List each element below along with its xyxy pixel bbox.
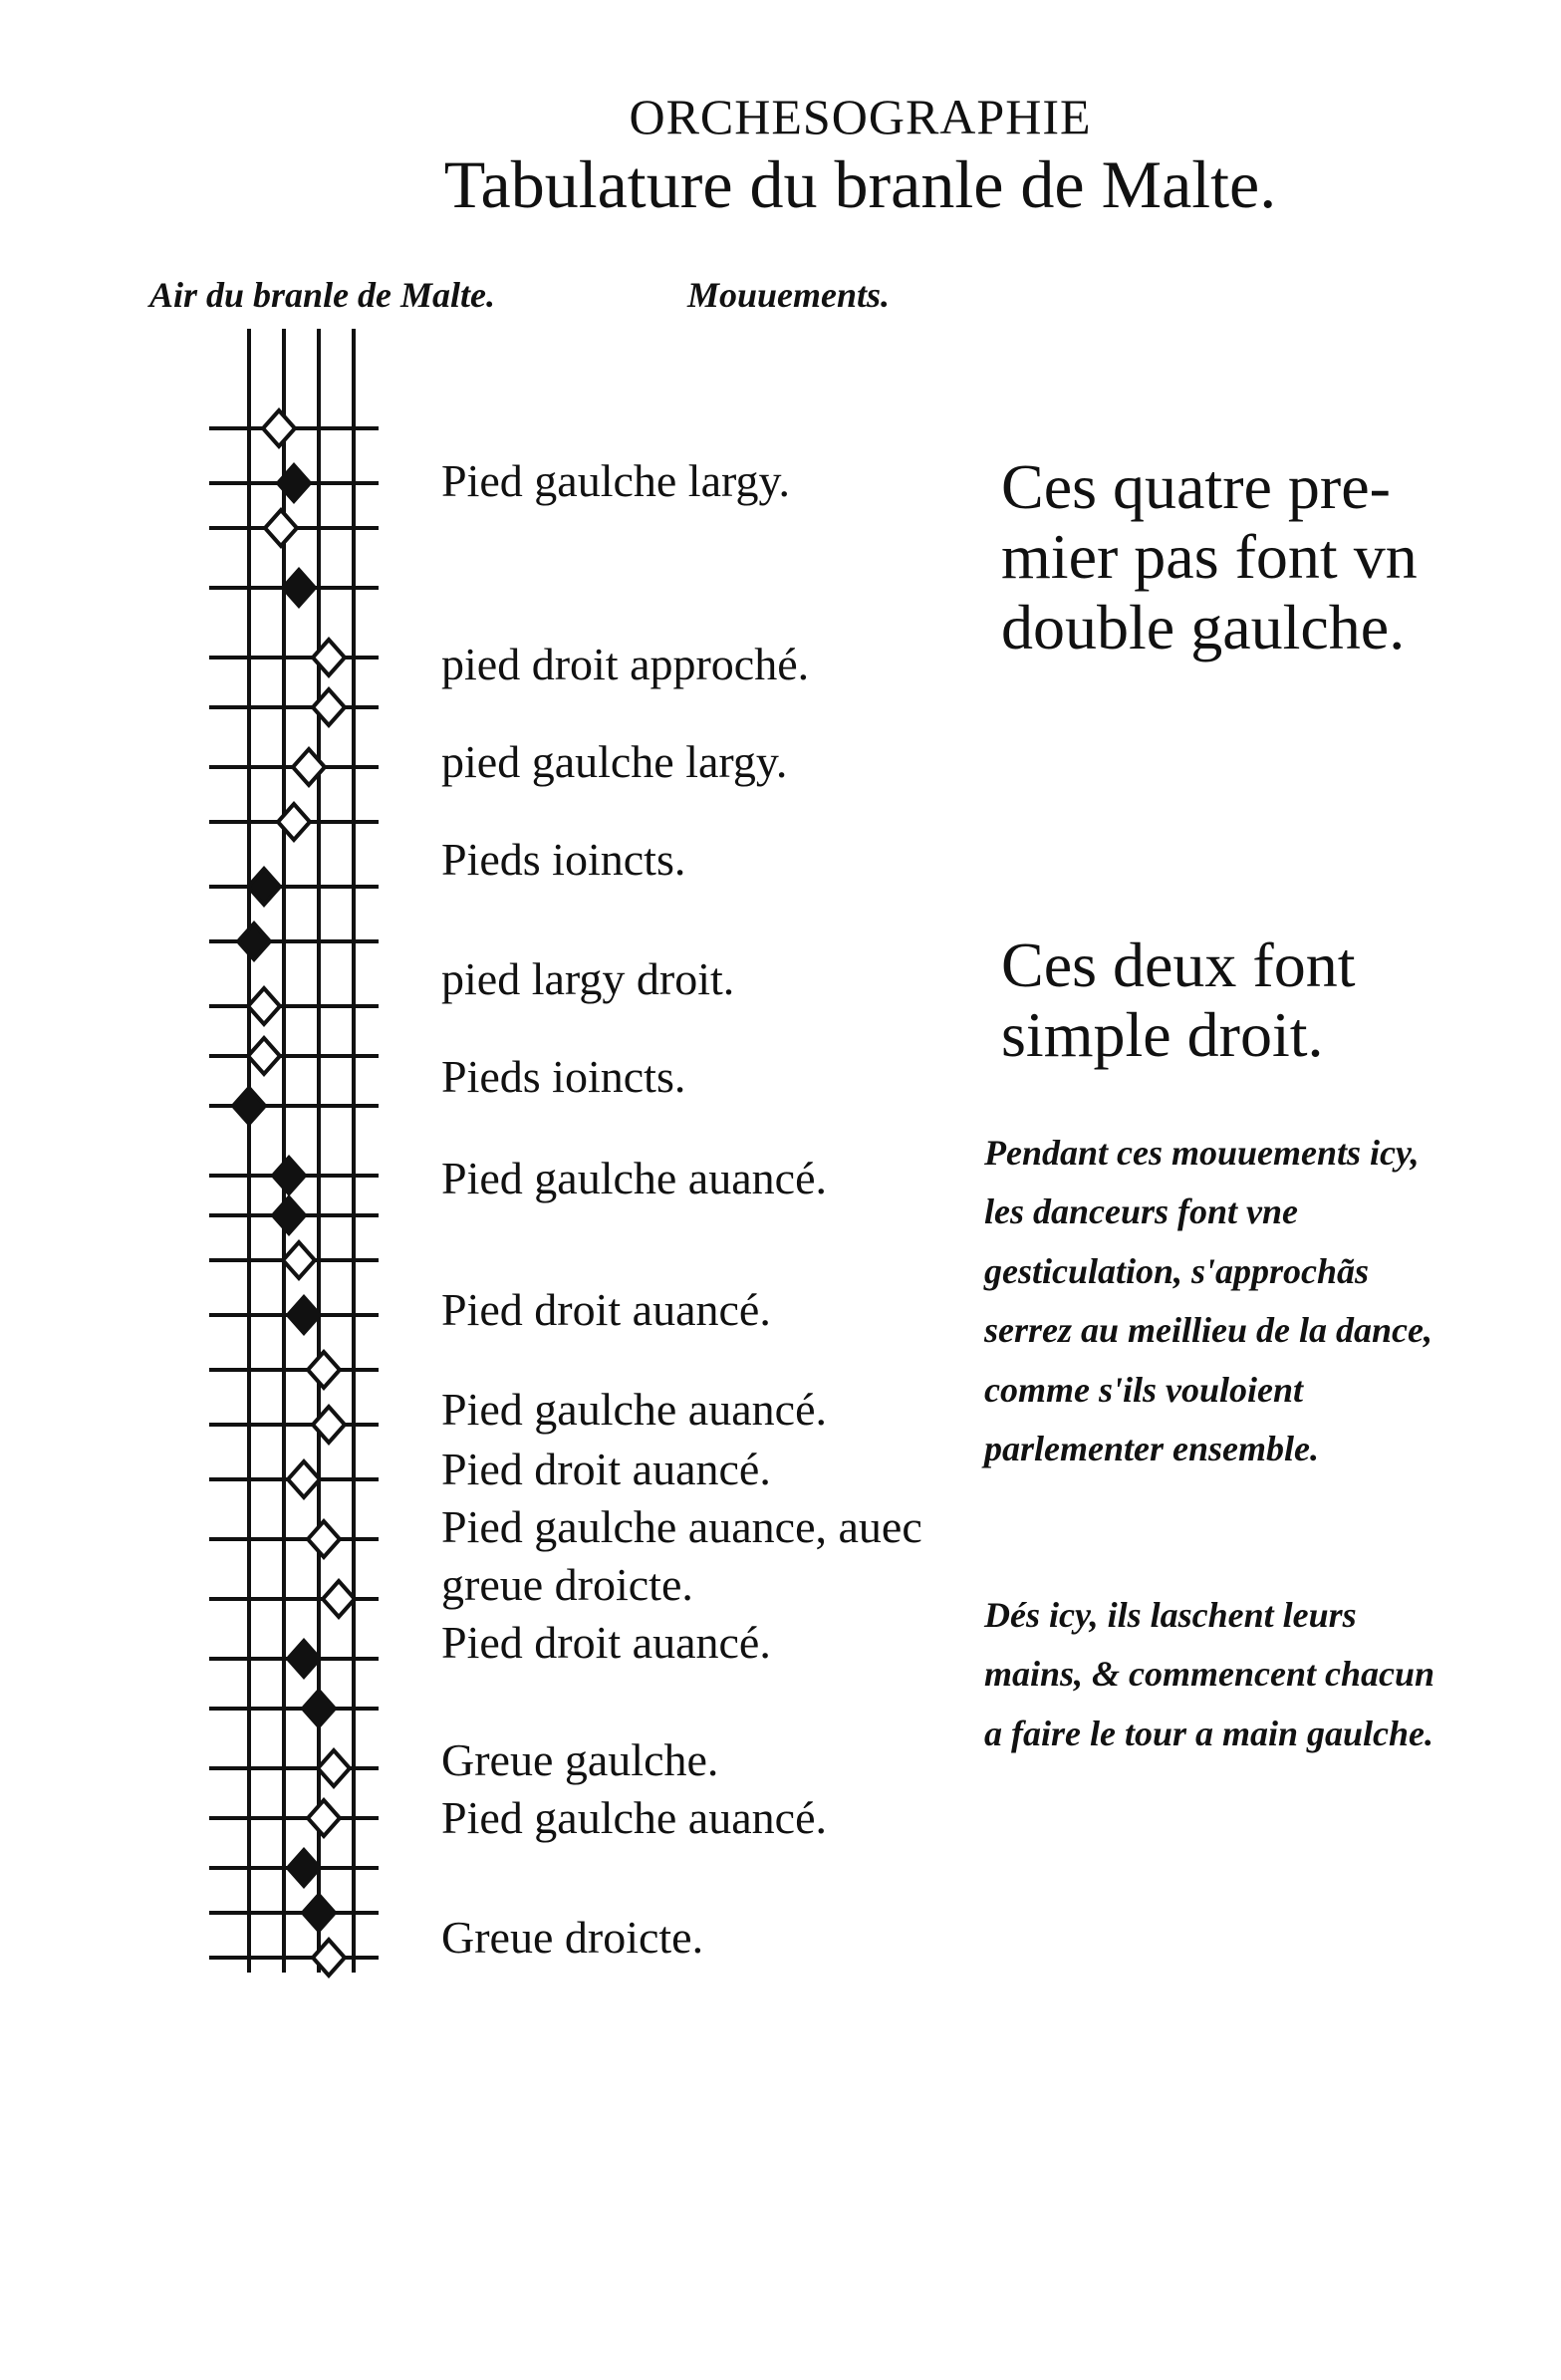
note-head xyxy=(283,570,315,606)
movement-13: Pied droit auancé. xyxy=(441,1617,771,1668)
side-note-gesticulation: Pendant ces mouuements icy, les danceurs font vne gesticulation, s'approchãs serrez au meillieu de la dance, comme s'ils vouloient parlementer ensemble. xyxy=(984,1133,1432,1468)
note-head xyxy=(265,510,297,546)
note-head xyxy=(273,1158,305,1193)
side-note-tour: Dés icy, ils laschent leurs mains, & commencent chacun a faire le tour a main gaulche. xyxy=(984,1595,1435,1753)
movement-8: Pied droit auancé. xyxy=(441,1284,771,1335)
movement-6: Pieds ioincts. xyxy=(441,1051,686,1102)
side-note-simple-droit: Ces deux font simple droit. xyxy=(1001,929,1356,1071)
note-head xyxy=(273,1197,305,1233)
note-head xyxy=(323,1581,355,1617)
note-head xyxy=(308,1352,340,1388)
note-head xyxy=(303,1895,335,1931)
page-title: Tabulature du branle de Malte. xyxy=(443,146,1277,222)
movement-9: Pied gaulche auancé. xyxy=(441,1384,827,1435)
movement-2: pied droit approché. xyxy=(441,639,810,689)
note-head xyxy=(263,410,295,446)
movement-15: Pied gaulche auancé. xyxy=(441,1792,827,1843)
note-head xyxy=(318,1750,350,1786)
movement-11: Pied gaulche auance, auec xyxy=(441,1501,922,1552)
note-head xyxy=(288,1461,320,1497)
note-head xyxy=(248,869,280,905)
note-head xyxy=(288,1641,320,1677)
note-head xyxy=(308,1521,340,1557)
side-note-double-gaulche: Ces quatre pre- mier pas font vn double gaulche. xyxy=(1001,451,1418,662)
running-title: ORCHESOGRAPHIE xyxy=(629,89,1092,144)
note-head xyxy=(308,1800,340,1836)
column-heading-air: Air du branle de Malte. xyxy=(149,275,496,315)
note-head xyxy=(303,1691,335,1726)
note-head xyxy=(288,1297,320,1333)
movement-10: Pied droit auancé. xyxy=(441,1444,771,1494)
movement-16: Greue droicte. xyxy=(441,1912,704,1963)
movement-14: Greue gaulche. xyxy=(441,1734,719,1785)
note-head xyxy=(288,1850,320,1886)
note-head xyxy=(283,1242,315,1278)
music-staff xyxy=(209,319,389,1983)
note-head xyxy=(248,1038,280,1074)
movement-5: pied largy droit. xyxy=(441,953,735,1004)
note-head xyxy=(238,924,270,959)
movement-12: greue droicte. xyxy=(441,1559,693,1610)
movement-3: pied gaulche largy. xyxy=(441,736,788,787)
movement-7: Pied gaulche auancé. xyxy=(441,1153,827,1203)
movement-1: Pied gaulche largy. xyxy=(441,455,791,506)
note-head xyxy=(248,988,280,1024)
note-head xyxy=(233,1088,265,1124)
column-heading-movements: Mouuements. xyxy=(687,275,891,315)
movement-4: Pieds ioincts. xyxy=(441,834,686,885)
